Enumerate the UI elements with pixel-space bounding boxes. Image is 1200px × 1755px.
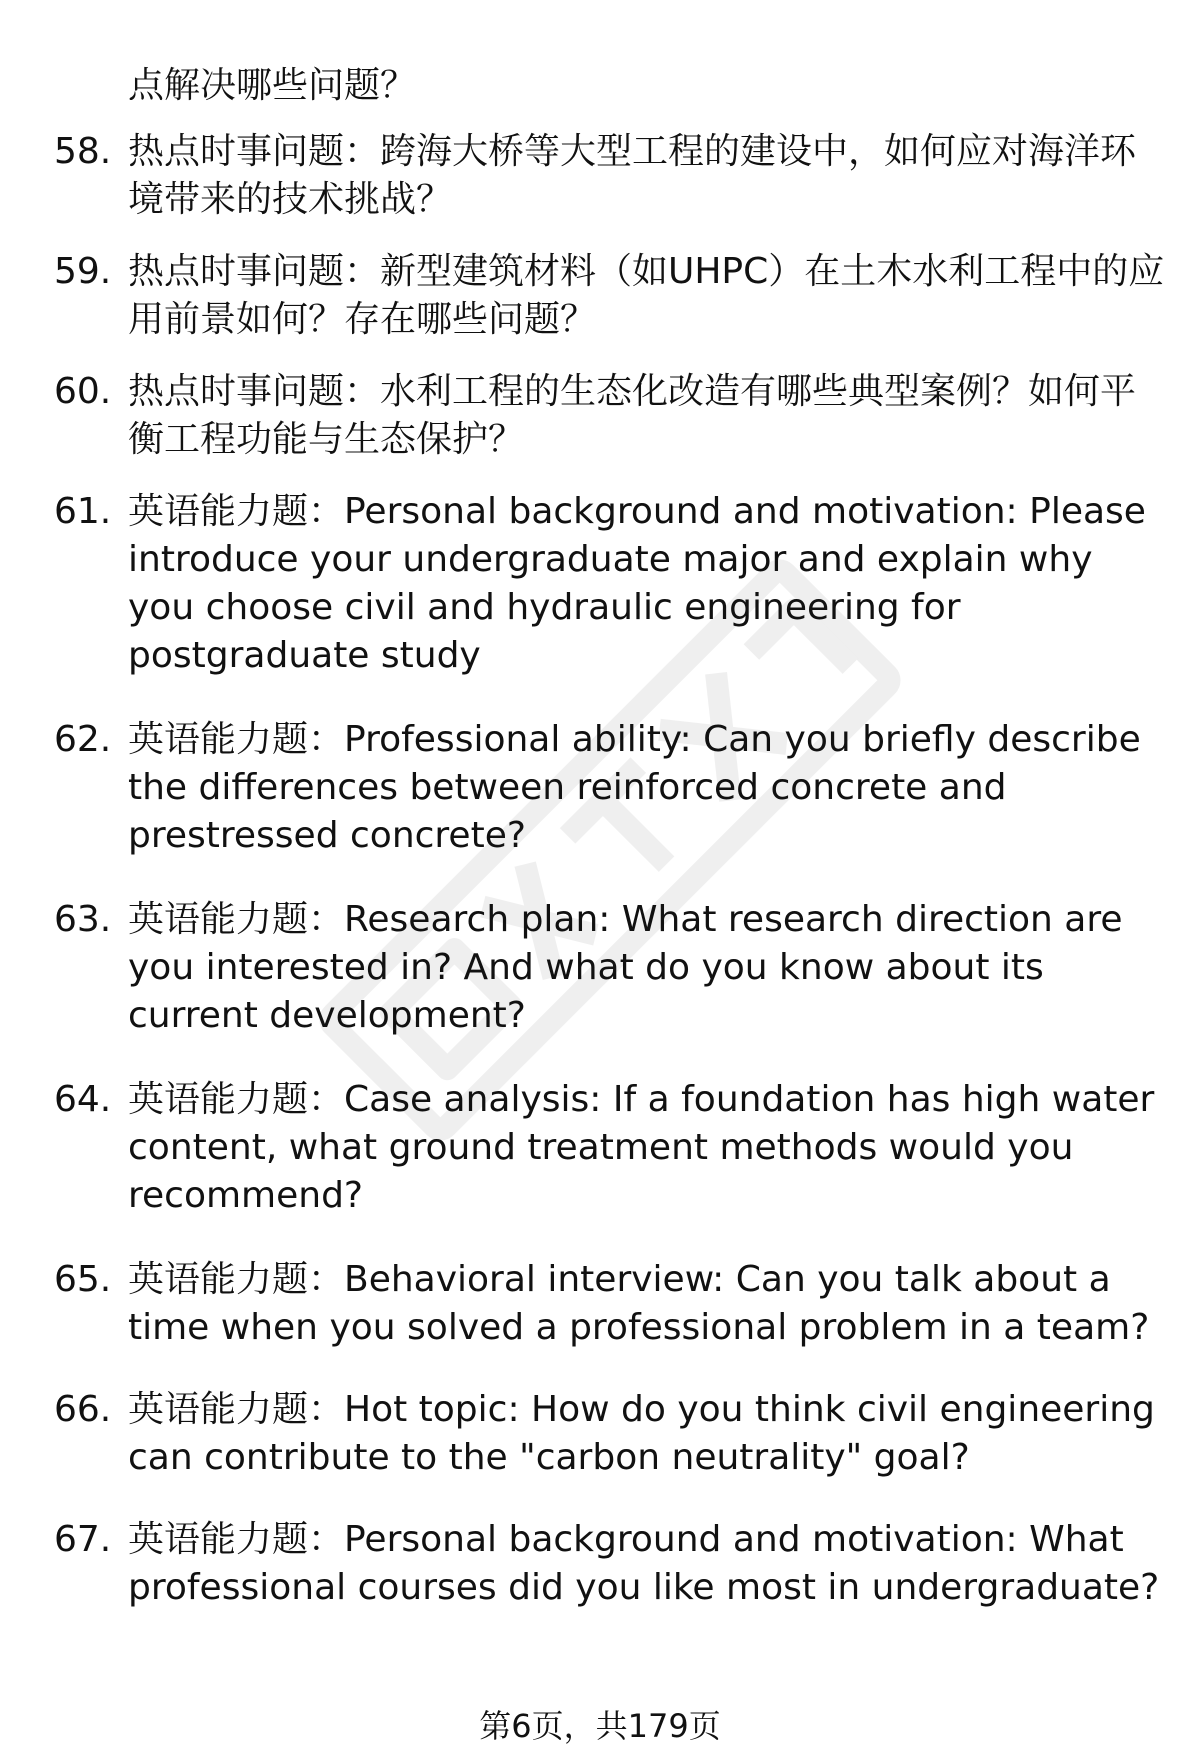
question-number: 58.	[54, 131, 112, 172]
question-text: 英语能力题：Hot topic: How do you think civil engineering can contribute to the "carbon neutrality" goal?	[128, 1389, 1155, 1478]
continued-text: 点解决哪些问题？	[128, 65, 417, 106]
question-text: 热点时事问题：水利工程的生态化改造有哪些典型案例？如何平衡工程功能与生态保护？	[128, 371, 1137, 460]
question-number: 62.	[54, 719, 112, 760]
question-text: 英语能力题：Behavioral interview: Can you talk about a time when you solved a professional problem in a team?	[128, 1259, 1150, 1348]
question-text: 英语能力题：Research plan: What research direction are you interested in? And what do you know about its current development?	[128, 899, 1123, 1036]
question-text: 热点时事问题：跨海大桥等大型工程的建设中，如何应对海洋环境带来的技术挑战？	[128, 131, 1137, 220]
question-text: 英语能力题：Professional ability: Can you briefly describe the differences between reinforced concrete and prestressed concrete?	[128, 719, 1141, 856]
question-number: 65.	[54, 1259, 112, 1300]
question-text: 热点时事问题：新型建筑材料（如UHPC）在土木水利工程中的应用前景如何？存在哪些问题？	[128, 251, 1165, 340]
question-number: 63.	[54, 899, 112, 940]
question-number: 59.	[54, 251, 112, 292]
question-number: 67.	[54, 1519, 112, 1560]
question-text: 英语能力题：Personal background and motivation: What professional courses did you like most in undergraduate?	[128, 1519, 1160, 1608]
question-text: 英语能力题：Personal background and motivation: Please introduce your undergraduate major and explain why you choose civil and hydraulic engineering for postgraduate study	[128, 491, 1146, 676]
question-number: 64.	[54, 1079, 112, 1120]
question-number: 60.	[54, 371, 112, 412]
question-number: 66.	[54, 1389, 112, 1430]
question-number: 61.	[54, 491, 112, 532]
question-text: 英语能力题：Case analysis: If a foundation has high water content, what ground treatment methods would you recommend?	[128, 1079, 1155, 1216]
page-footer: 第6页，共179页	[479, 1707, 721, 1745]
